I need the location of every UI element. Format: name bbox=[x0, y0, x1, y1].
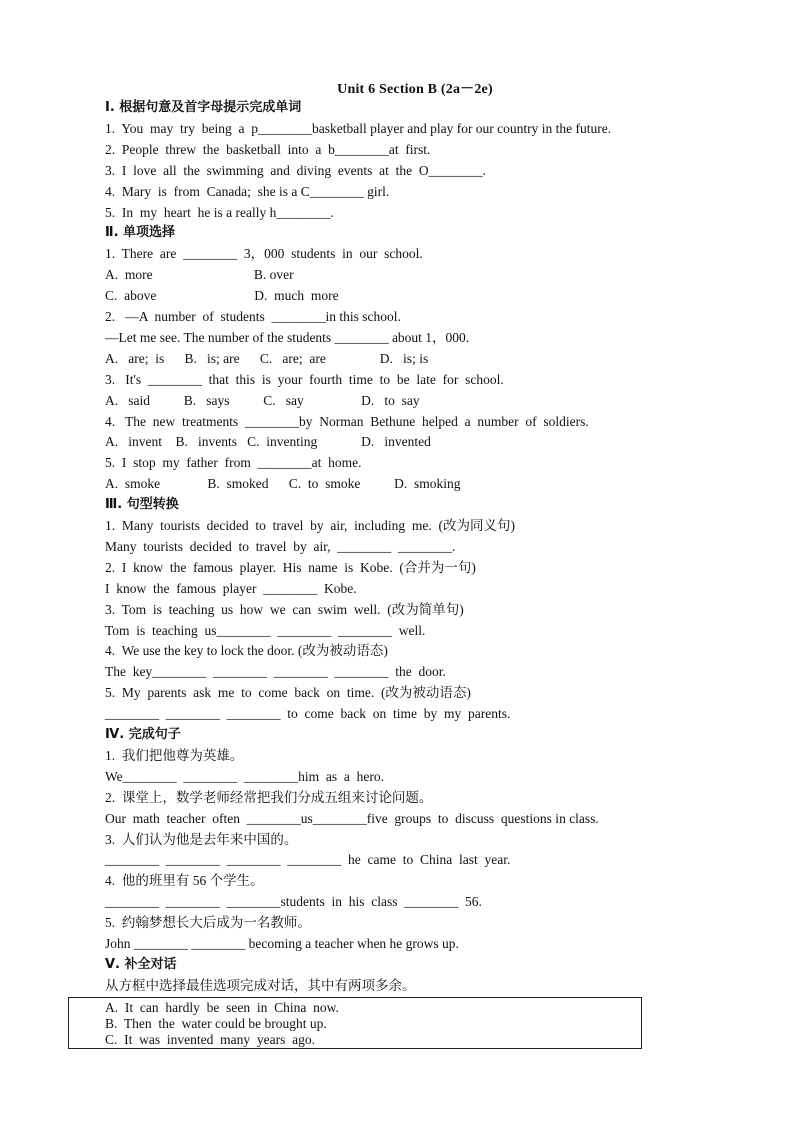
worksheet-line: John ________ ________ becoming a teacher when he grows up. bbox=[105, 936, 459, 951]
worksheet-line: 4. Mary is from Canada; she is a C________ girl. bbox=[105, 183, 390, 199]
worksheet-line: 1. You may try being a p________basketball player and play for our country in the future. bbox=[105, 120, 612, 136]
worksheet-line: A. invent B. invents C. inventing D. invented bbox=[105, 434, 431, 450]
options-box bbox=[68, 997, 642, 1049]
worksheet-line: Our math teacher often ________us________five groups to discuss questions in class. bbox=[105, 810, 599, 826]
worksheet-line: Many tourists decided to travel by air, ________ ________. bbox=[105, 538, 456, 554]
worksheet-line: 2. I know the famous player. His name is Kobe. (合并为一句) bbox=[105, 559, 476, 575]
option-item: B. Then the water could be brought up. bbox=[105, 1016, 327, 1031]
worksheet-line: 4. The new treatments ________by Norman Bethune helped a number of soldiers. bbox=[105, 413, 589, 429]
worksheet-line: A. more B. over bbox=[105, 267, 294, 283]
option-item: C. It was invented many years ago. bbox=[105, 1032, 315, 1047]
worksheet-line: 5. In my heart he is a really h________. bbox=[105, 204, 334, 220]
worksheet-line: 3. Tom is teaching us how we can swim well. (改为简单句) bbox=[105, 601, 464, 617]
worksheet-line: 1. Many tourists decided to travel by air, including me. (改为同义句) bbox=[105, 518, 516, 533]
worksheet-line: 5. I stop my father from ________at home. bbox=[105, 455, 362, 471]
worksheet-line: 4. 他的班里有 56 个学生。 bbox=[105, 873, 264, 889]
worksheet-line: C. above D. much more bbox=[105, 288, 339, 304]
section-heading: Ⅲ. 句型转换 bbox=[105, 497, 179, 513]
worksheet-line: 1. There are ________ 3，000 students in our school. bbox=[105, 246, 423, 262]
option-item: A. It can hardly be seen in China now. bbox=[105, 1000, 339, 1015]
worksheet-line: 3. I love all the swimming and diving events at the O________. bbox=[105, 162, 486, 178]
worksheet-line: ________ ________ ________ to come back on time by my parents. bbox=[105, 706, 511, 722]
worksheet-line: 3. It's ________ that this is your fourth time to be late for school. bbox=[105, 371, 504, 387]
worksheet-line: A. said B. says C. say D. to say bbox=[105, 392, 420, 408]
worksheet-line: 从方框中选择最佳选项完成对话，其中有两项多余。 bbox=[105, 977, 416, 993]
worksheet-line: 2. 课堂上，数学老师经常把我们分成五组来讨论问题。 bbox=[105, 789, 433, 805]
worksheet-line: ________ ________ ________students in his class ________ 56. bbox=[105, 894, 482, 910]
section-heading: Ⅰ. 根据句意及首字母提示完成单词 bbox=[105, 100, 302, 115]
worksheet-line: The key________ ________ ________ ________ the door. bbox=[105, 664, 446, 680]
worksheet-line: 3. 人们认为他是去年来中国的。 bbox=[105, 831, 298, 847]
worksheet-line: A. smoke B. smoked C. to smoke D. smoking bbox=[105, 476, 461, 492]
worksheet-line: 5. 约翰梦想长大后成为一名教师。 bbox=[105, 915, 311, 931]
worksheet-line: 1. 我们把他尊为英雄。 bbox=[105, 747, 244, 763]
worksheet-line: 4. We use the key to lock the door. (改为被动语态) bbox=[105, 643, 388, 659]
worksheet-line: I know the famous player ________ Kobe. bbox=[105, 580, 357, 596]
worksheet-line: ________ ________ ________ ________ he came to China last year. bbox=[105, 852, 511, 868]
worksheet-line: —Let me see. The number of the students ________ about 1，000. bbox=[105, 329, 470, 345]
worksheet-line: Tom is teaching us________ ________ ________ well. bbox=[105, 622, 426, 638]
section-heading: Ⅴ. 补全对话 bbox=[105, 956, 177, 972]
worksheet-line: 2. —A number of students ________in this school. bbox=[105, 309, 401, 324]
worksheet-line: A. are; is B. is; are C. are; are D. is; is bbox=[105, 350, 429, 366]
worksheet-line: We________ ________ ________him as a hero. bbox=[105, 768, 385, 784]
worksheet-line: 2. People threw the basketball into a b________at first. bbox=[105, 141, 431, 157]
section-heading: Ⅳ. 完成句子 bbox=[105, 727, 181, 742]
page-title: Unit 6 Section B (2a－2e) bbox=[337, 82, 493, 97]
worksheet-line: 5. My parents ask me to come back on time. (改为被动语态) bbox=[105, 685, 471, 701]
section-heading: Ⅱ. 单项选择 bbox=[105, 225, 176, 241]
